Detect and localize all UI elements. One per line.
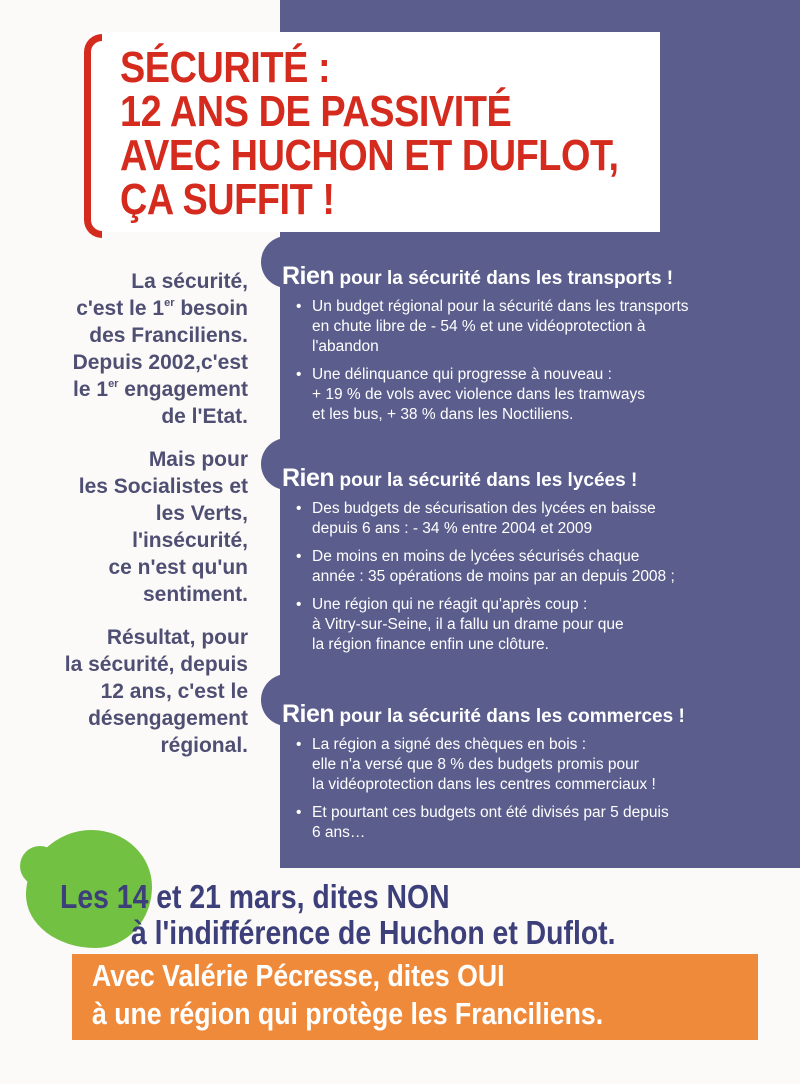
headline <box>120 43 619 224</box>
text-line: Depuis 2002,c'est <box>72 351 248 374</box>
text-line: la sécurité, depuis <box>64 653 248 676</box>
text-line: ce n'est qu'un <box>108 556 248 579</box>
bullet-list <box>282 297 792 425</box>
paragraph-resultat <box>20 624 248 759</box>
text-line: Résultat, pour <box>106 626 248 649</box>
bullet-line: la vidéoprotection dans les centres commerciaux ! <box>312 776 656 793</box>
text-line: 12 ans, c'est le <box>100 680 248 703</box>
section-heading-text: pour la sécurité dans les commerces ! <box>334 706 685 727</box>
section-heading <box>282 262 792 291</box>
text-line: de l'Etat. <box>161 405 248 428</box>
bullet-line: à Vitry-sur-Seine, il a fallu un drame pour que <box>312 616 624 633</box>
text-line: engagement <box>118 378 248 401</box>
section-heading-text: pour la sécurité dans les transports ! <box>334 268 674 289</box>
red-bracket-decoration <box>84 34 102 238</box>
bullet-line: 6 ans… <box>312 824 366 841</box>
section-lead: Rien <box>282 262 335 290</box>
bullet-line: Et pourtant ces budgets ont été divisés par 5 depuis <box>312 804 669 821</box>
bullet-line: La région a signé des chèques en bois : <box>312 736 587 753</box>
bullet-line: la région finance enfin une clôture. <box>312 636 549 653</box>
text-line: Mais pour <box>148 448 248 471</box>
section-transports <box>282 262 792 433</box>
superscript: er <box>108 378 119 390</box>
bullet-list <box>282 735 792 843</box>
headline-line-4: ÇA SUFFIT ! <box>120 175 335 224</box>
bullet-item <box>296 735 792 795</box>
bullet-item <box>296 499 792 539</box>
bullet-list <box>282 499 792 655</box>
text-line: les Socialistes et <box>78 475 248 498</box>
bullet-line: l'abandon <box>312 338 379 355</box>
section-commerces <box>282 700 792 851</box>
bullet-line: et les bus, + 38 % dans les Noctiliens. <box>312 406 574 423</box>
left-column-text <box>20 268 248 775</box>
bullet-line: Des budgets de sécurisation des lycées en baisse <box>312 500 656 517</box>
bullet-item <box>296 595 792 655</box>
text-line: régional. <box>160 734 248 757</box>
section-lycees <box>282 464 792 663</box>
non-slogan-line-2: à l'indifférence de Huchon et Duflot. <box>131 914 616 951</box>
bullet-line: De moins en moins de lycées sécurisés chaque <box>312 548 640 565</box>
section-lead: Rien <box>282 700 335 728</box>
bullet-line: Un budget régional pour la sécurité dans les transports <box>312 298 689 315</box>
text-line: des Franciliens. <box>89 324 248 347</box>
paragraph-sentiment <box>20 446 248 608</box>
section-heading-text: pour la sécurité dans les lycées ! <box>334 470 638 491</box>
section-lead: Rien <box>282 464 335 492</box>
superscript: er <box>164 297 175 309</box>
section-heading <box>282 464 792 493</box>
green-splash-decoration <box>20 846 60 886</box>
text-line: sentiment. <box>142 583 248 606</box>
headline-line-3: AVEC HUCHON ET DUFLOT, <box>120 131 619 180</box>
bullet-line: + 19 % de vols avec violence dans les tramways <box>312 386 645 403</box>
bullet-line: depuis 6 ans : - 34 % entre 2004 et 2009 <box>312 520 593 537</box>
oui-slogan-line-1: Avec Valérie Pécresse, dites OUI <box>92 958 505 993</box>
text-line: La sécurité, <box>131 270 248 293</box>
text-line: désengagement <box>88 707 248 730</box>
headline-line-2: 12 ANS DE PASSIVITÉ <box>120 87 512 136</box>
text-line: besoin <box>174 297 248 320</box>
text-line: les Verts, <box>155 502 248 525</box>
bullet-item <box>296 365 792 425</box>
oui-slogan-line-2: à une région qui protège les Franciliens. <box>92 996 604 1031</box>
bullet-item <box>296 547 792 587</box>
bullet-item <box>296 803 792 843</box>
bullet-line: Une délinquance qui progresse à nouveau : <box>312 366 612 383</box>
bullet-item <box>296 297 792 357</box>
section-heading <box>282 700 792 729</box>
text-line: le 1 <box>73 378 109 401</box>
bullet-line: elle n'a versé que 8 % des budgets promis pour <box>312 756 639 773</box>
paragraph-besoin <box>20 268 248 430</box>
non-slogan-line-1: Les 14 et 21 mars, dites NON <box>60 878 450 915</box>
bullet-line: Une région qui ne réagit qu'après coup : <box>312 596 588 613</box>
bullet-line: en chute libre de - 54 % et une vidéoprotection à <box>312 318 646 335</box>
text-line: c'est le 1 <box>76 297 165 320</box>
bullet-line: année : 35 opérations de moins par an depuis 2008 ; <box>312 568 675 585</box>
headline-line-1: SÉCURITÉ : <box>120 43 331 92</box>
text-line: l'insécurité, <box>132 529 248 552</box>
